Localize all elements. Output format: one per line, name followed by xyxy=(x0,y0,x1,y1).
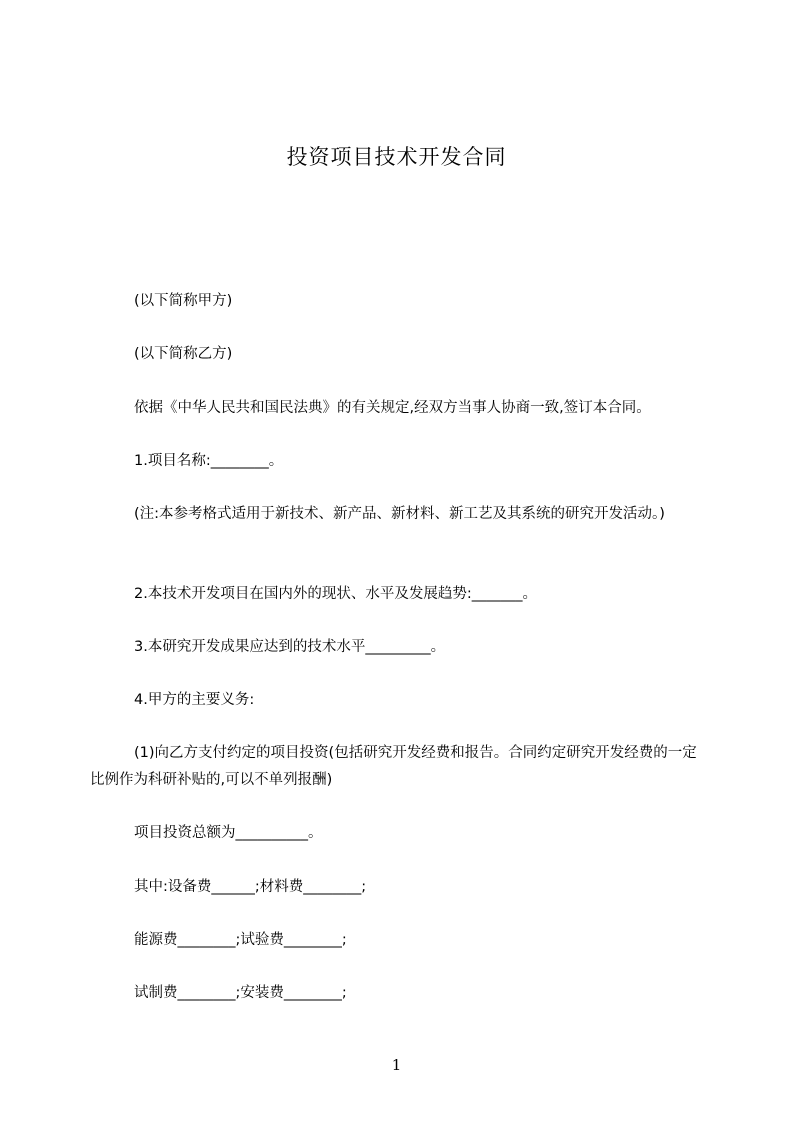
legal-basis-paragraph: 依据《中华人民共和国民法典》的有关规定,经双方当事人协商一致,签订本合同。 xyxy=(134,400,651,416)
clause-4-party-a-duties: 4.甲方的主要义务: xyxy=(134,692,255,708)
clause-2-status: 2.本技术开发项目在国内外的现状、水平及发展趋势:_______。 xyxy=(134,586,537,602)
clause-3-tech-level: 3.本研究开发成果应达到的技术水平_________。 xyxy=(134,639,446,655)
scope-note-paragraph: (注:本参考格式适用于新技术、新产品、新材料、新工艺及其系统的研究开发活动。) xyxy=(134,506,665,522)
cost-line-energy-test: 能源费________;试验费________; xyxy=(134,932,347,948)
duty-1-investment: (1)向乙方支付约定的项目投资(包括研究开发经费和报告。合同约定研究开发经费的一定比例作为科研补贴的,可以不单列报酬) xyxy=(90,745,697,788)
party-a-line: (以下简称甲方) xyxy=(134,293,233,309)
clause-1-project-name: 1.项目名称:________。 xyxy=(134,453,284,469)
cost-line-trial-install: 试制费________;安装费________; xyxy=(134,985,347,1001)
document-title: 投资项目技术开发合同 xyxy=(286,145,507,169)
party-b-line: (以下简称乙方) xyxy=(134,346,233,362)
total-investment-line: 项目投资总额为__________。 xyxy=(134,825,323,841)
cost-line-equipment-material: 其中:设备费______;材料费________; xyxy=(134,879,367,895)
page-number: 1 xyxy=(391,1056,402,1074)
